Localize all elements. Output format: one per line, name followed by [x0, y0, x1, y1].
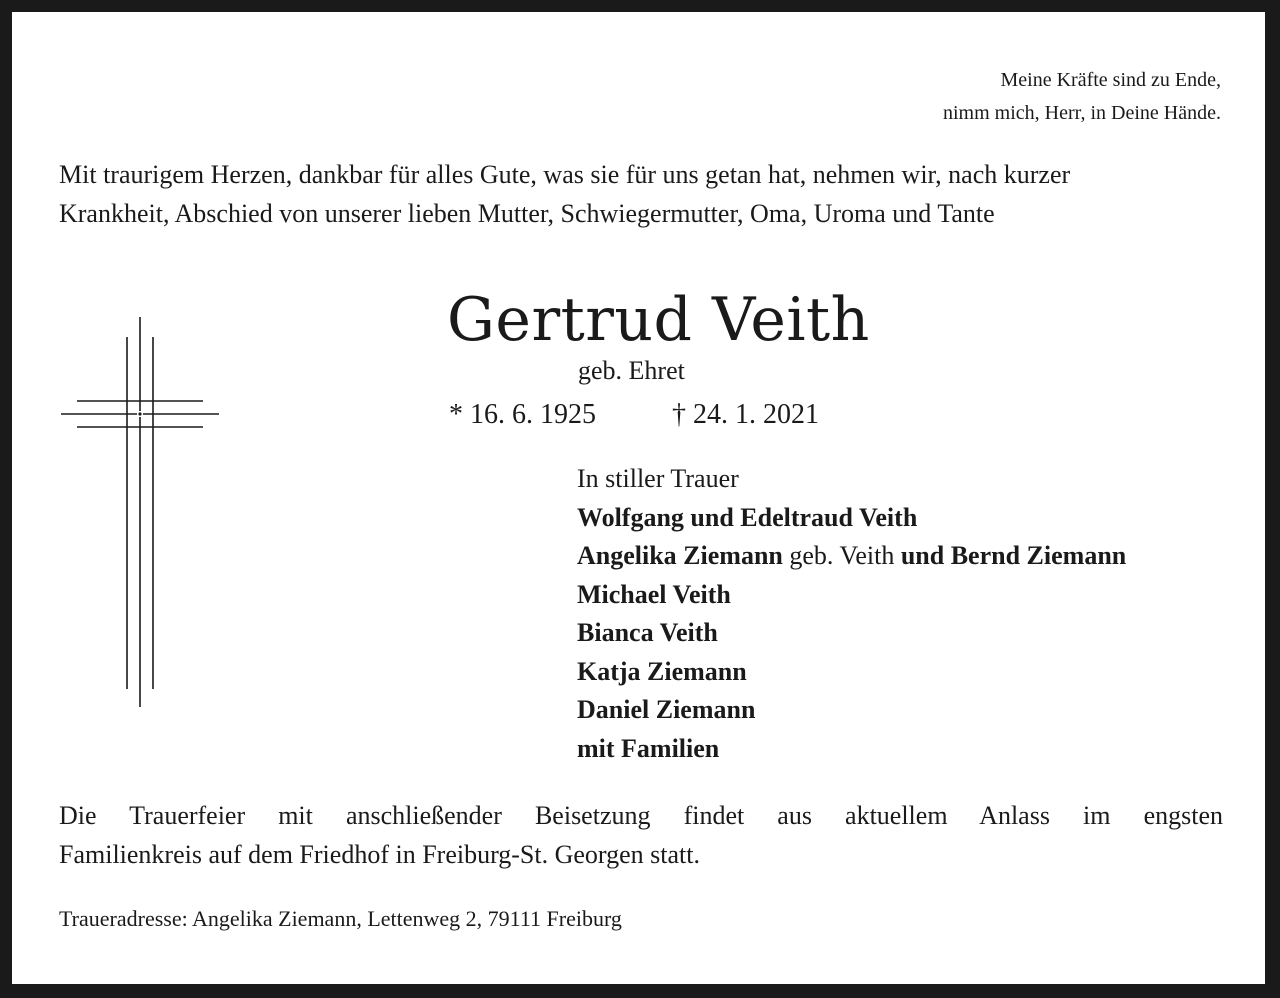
- mourner-line: Michael Veith: [577, 579, 731, 609]
- obituary-notice: [12, 12, 1265, 984]
- funeral-line-2: Familienkreis auf dem Friedhof in Freiburg-St. Georgen statt.: [59, 840, 700, 869]
- mourner-line: Daniel Ziemann: [577, 695, 756, 724]
- cross-icon: [60, 317, 220, 707]
- motto-line-2: nimm mich, Herr, in Deine Hände.: [942, 102, 1221, 124]
- mourner-line: Bianca Veith: [577, 618, 718, 647]
- motto-line-1: Meine Kräfte sind zu Ende,: [1000, 69, 1221, 91]
- mourner-line: Wolfgang und Edeltraud Veith: [577, 502, 918, 532]
- mourner-line: Katja Ziemann: [577, 656, 747, 686]
- intro-line-1: Mit traurigem Herzen, dankbar für alles Gute, was sie für uns getan hat, nehmen wir, nach kurzer: [59, 160, 1071, 189]
- mourner-nee: geb. Veith: [782, 541, 901, 570]
- deceased-name: Gertrud Veith: [447, 285, 870, 355]
- mourner-name: Angelika Ziemann: [577, 541, 783, 570]
- intro-line-2: Krankheit, Abschied von unserer lieben Mutter, Schwiegermutter, Oma, Uroma und Tante: [59, 199, 995, 228]
- birth-date: * 16. 6. 1925: [449, 399, 596, 430]
- funeral-line-1: Die Trauerfeier mit anschließender Beisetzung findet aus aktuellem Anlass im engsten: [59, 801, 1223, 830]
- maiden-name: geb. Ehret: [578, 356, 685, 385]
- intro-text: [59, 155, 1223, 233]
- funeral-info: [59, 796, 1223, 874]
- death-date: † 24. 1. 2021: [672, 399, 819, 430]
- mourning-address: Traueradresse: Angelika Ziemann, Lettenweg 2, 79111 Freiburg: [59, 906, 622, 931]
- mourner-line: mit Familien: [577, 733, 720, 763]
- mourner-partner: und Bernd Ziemann: [900, 541, 1127, 570]
- mourner-line: [577, 537, 1126, 576]
- mourners-list: [577, 460, 1126, 768]
- mourners-heading: In stiller Trauer: [577, 464, 739, 493]
- motto-verse: [943, 64, 1221, 130]
